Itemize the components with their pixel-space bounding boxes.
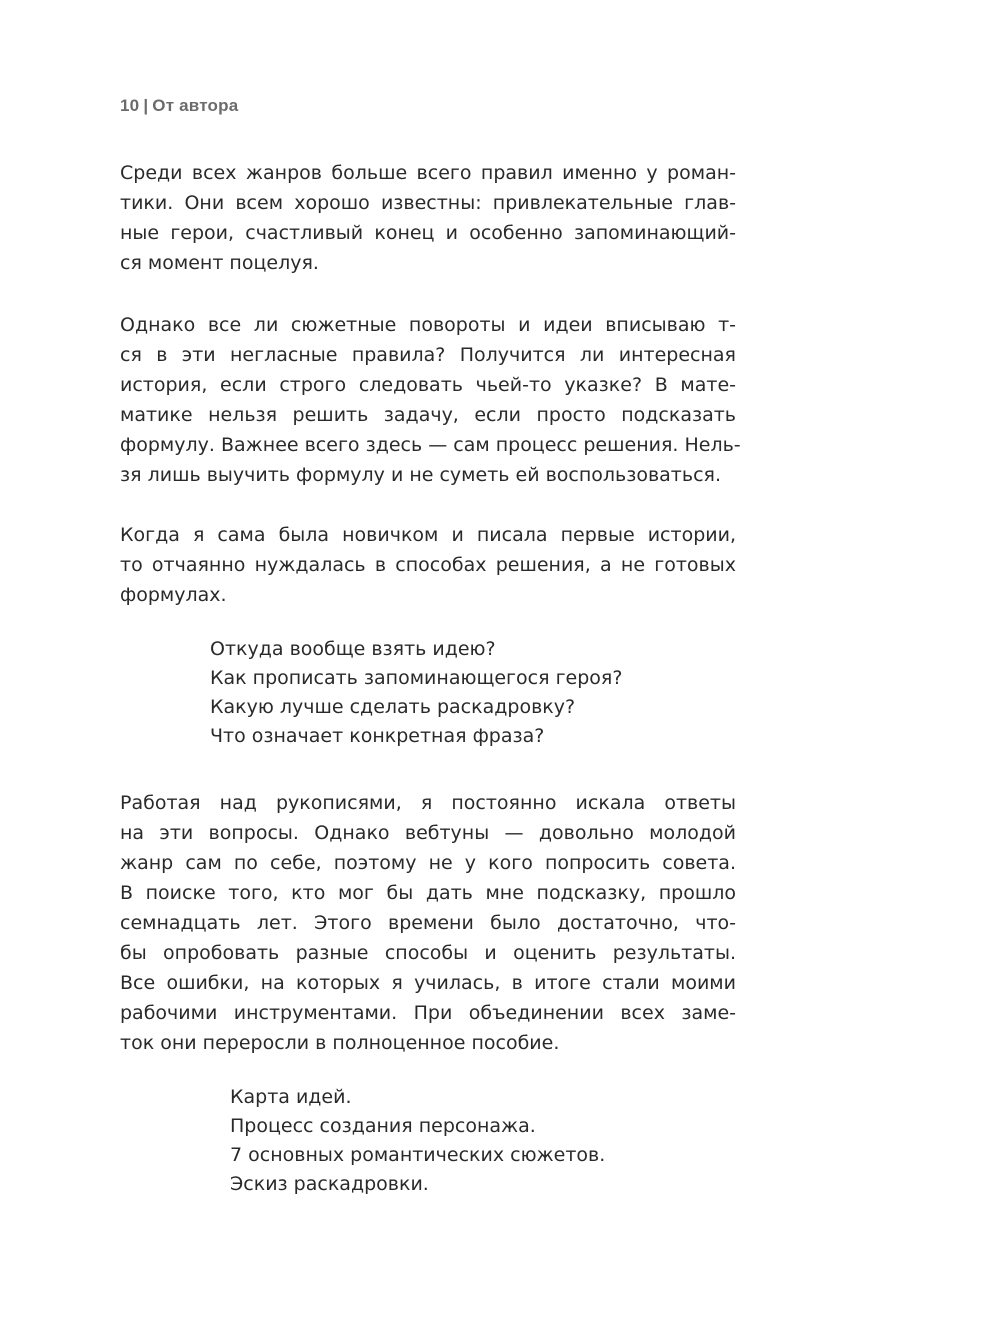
questions-list [210, 635, 622, 751]
text-line: матике нельзя решить задачу, если просто подсказать [120, 404, 736, 426]
list-item: 7 основных романтических сюжетов. [230, 1144, 606, 1166]
text-line: ные герои, счастливый конец и особенно запоминающий- [120, 222, 736, 244]
list-item: Карта идей. [230, 1086, 352, 1108]
list-item: Как прописать запоминающегося героя? [210, 667, 623, 689]
text-line: семнадцать лет. Этого времени было достаточно, что- [120, 912, 736, 934]
header-separator: | [143, 96, 149, 115]
text-line: формулу. Важнее всего здесь — сам процесс решения. Нель- [120, 434, 741, 456]
list-item: Что означает конкретная фраза? [210, 725, 545, 747]
text-line: история, если строго следовать чьей-то указке? В мате- [120, 374, 736, 396]
text-line: на эти вопросы. Однако вебтуны — довольно молодой [120, 822, 736, 844]
text-line: формулах. [120, 584, 227, 606]
paragraph-2 [120, 310, 741, 490]
text-line: ся момент поцелуя. [120, 252, 319, 274]
page-number: 10 [120, 96, 140, 115]
paragraph-1 [120, 158, 736, 278]
tools-list [230, 1083, 605, 1199]
text-line: бы опробовать разные способы и оценить результаты. [120, 942, 736, 964]
text-line: Все ошибки, на которых я училась, в итоге стали моими [120, 972, 736, 994]
text-line: зя лишь выучить формулу и не суметь ей воспользоваться. [120, 464, 721, 486]
text-line: рабочими инструментами. При объединении всех заме- [120, 1002, 736, 1024]
text-line: тики. Они всем хорошо известны: привлекательные глав- [120, 192, 736, 214]
list-item: Откуда вообще взять идею? [210, 638, 496, 660]
list-item: Эскиз раскадровки. [230, 1173, 429, 1195]
text-line: В поиске того, кто мог бы дать мне подсказку, прошло [120, 882, 736, 904]
text-line: ся в эти негласные правила? Получится ли интересная [120, 344, 736, 366]
section-title: От автора [152, 96, 239, 115]
paragraph-3 [120, 520, 736, 610]
paragraph-4 [120, 788, 736, 1058]
text-line: то отчаянно нуждалась в способах решения, а не готовых [120, 554, 736, 576]
text-line: Среди всех жанров больше всего правил именно у роман- [120, 162, 736, 184]
text-line: Однако все ли сюжетные повороты и идеи вписываю т- [120, 314, 736, 336]
list-item: Процесс создания персонажа. [230, 1115, 536, 1137]
text-line: Когда я сама была новичком и писала первые истории, [120, 524, 736, 546]
text-line: Работая над рукописями, я постоянно искала ответы [120, 792, 736, 814]
running-head [120, 96, 238, 116]
text-line: жанр сам по себе, поэтому не у кого попросить совета. [120, 852, 736, 874]
text-line: ток они переросли в полноценное пособие. [120, 1032, 560, 1054]
list-item: Какую лучше сделать раскадровку? [210, 696, 576, 718]
